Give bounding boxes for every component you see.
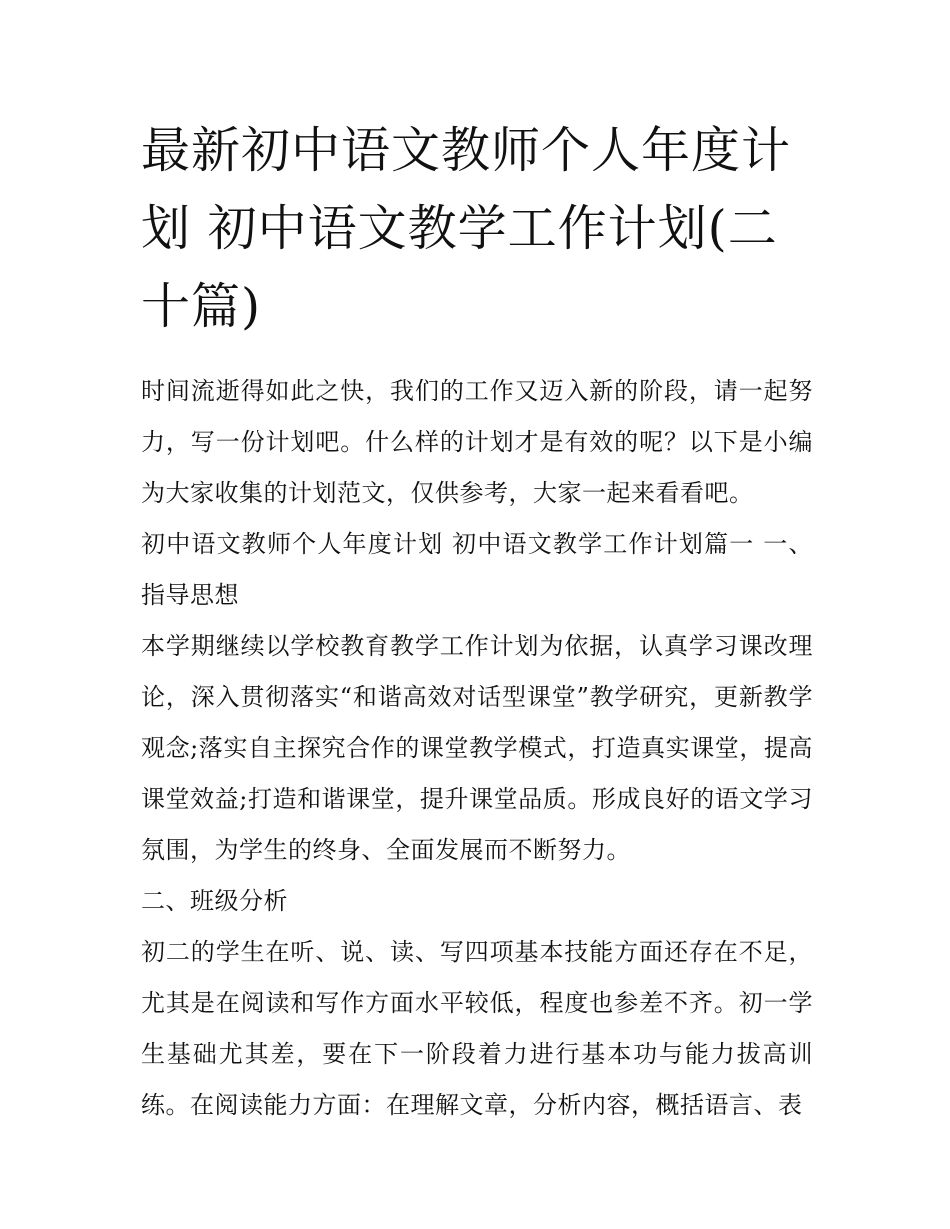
document-title: 最新初中语文教师个人年度计划 初中语文教学工作计划(二十篇) (141, 122, 792, 335)
document-body (141, 366, 813, 1131)
intro-paragraph: 时间流逝得如此之快，我们的工作又迈入新的阶段，请一起努力，写一份计划吧。什么样的计划才是有效的呢？以下是小编为大家收集的计划范文，仅供参考，大家一起来看看吧。 (141, 377, 813, 507)
class-analysis-paragraph: 初二的学生在听、说、读、写四项基本技能方面还存在不足，尤其是在阅读和写作方面水平较低，程度也参差不齐。初一学生基础尤其差，要在下一阶段着力进行基本功与能力拔高训练。在阅读能力方面：在理解文章，分析内容，概括语言、表 (141, 938, 813, 1119)
guiding-thought-paragraph: 本学期继续以学校教育教学工作计划为依据，认真学习课改理论，深入贯彻落实“和谐高效对话型课堂”教学研究，更新教学观念;落实自主探究合作的课堂教学模式，打造真实课堂，提高课堂效益;打造和谐课堂，提升课堂品质。形成良好的语文学习氛围，为学生的终身、全面发展而不断努力。 (141, 632, 813, 864)
section-heading-class-analysis: 二、班级分析 (141, 887, 288, 915)
document-page (141, 112, 813, 1131)
section-heading-guiding-thought: 初中语文教师个人年度计划 初中语文教学工作计划篇一 一、指导思想 (141, 530, 813, 609)
